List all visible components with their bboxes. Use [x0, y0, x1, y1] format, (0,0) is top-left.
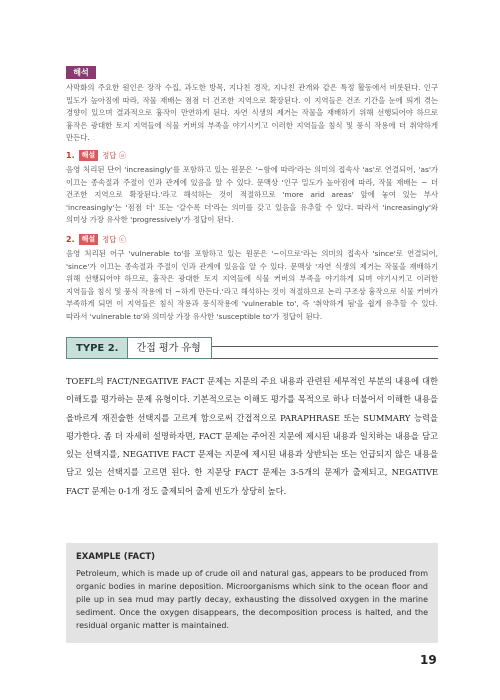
- question-1-header: [66, 149, 126, 162]
- question-1-answer: 정답 ⓐ: [102, 151, 127, 160]
- example-title: EXAMPLE (FACT): [76, 552, 156, 562]
- explanation-text: 사막화의 주요한 원인은 장작 수집, 과도한 방목, 지나친 경작, 지나친 관개와 같은 특정 활동에서 비롯된다. 인구 밀도가 높아짐에 따라, 작물 재배는 점점 더 건조한 지역으로 확장된다. 이 지역들은 건조 기간을 눈에 띄게 겪는 경향이 있으며 결과적으로 흉작이 만연하게 된다. 자연 식생의 제거는 작물을 재배하기 위해 선행되어야 하므로 흉작은 광대한 토지 지역들에 식물 커버의 부족을 야기시키고 이러한 지역들을 침식 및 풍식 작용에 더 취약하게 만든다.: [66, 83, 438, 142]
- page-number: 19: [420, 653, 437, 667]
- question-2-explanation: 음영 처리된 어구 'vulnerable to'를 포함하고 있는 원문은 '~이므로'라는 의미의 접속사 'since'로 연결되어, 'since'가 이끄는 종속절과 주절이 인과 관계에 있음을 알 수 있다. 문맥상 '자연 식생의 제거는 작물을 재배하기 위해 선행되어야 하므로, 흉작은 광대한 토지 지역들에 식물 커버의 부족을 야기하게 되며 야기시키고 이러한 지역들을 침식 및 풍식 작용에 더 ~하게 만든다.'라고 해석하는 것이 적절하므로 논리 구조상 흉작으로 식물 커버가 부족하게 되면 이 지역들은 침식 작용과 풍식작용에 'vulnerable to', 즉 '취약하게 됨'을 쉽게 유추할 수 있다. 따라서 'vulnerable to'와 의미상 가장 유사한 'susceptible to'가 정답이 된다.: [66, 249, 438, 321]
- question-1-explanation-pill: 해설: [79, 150, 99, 161]
- question-1-number: 1.: [66, 151, 75, 160]
- question-2-explanation-pill: 해설: [79, 234, 99, 245]
- type-label: TYPE 2.: [66, 337, 128, 359]
- type-title: 간접 평가 유형: [128, 337, 211, 359]
- example-box: [66, 543, 438, 643]
- section-body: TOEFL의 FACT/NEGATIVE FACT 문제는 지문의 주요 내용과 관련된 세부적인 부분의 내용에 대한 이해도를 평가하는 문제 유형이다. 기본적으로는 이해도 평가를 목적으로 하나 더불어서 이해한 내용을 올바르게 재진술한 선택지를 고르게 함으로써 간접적으로 PARAPHRASE 또는 SUMMARY 능력을 평가한다. 좀 더 자세히 설명하자면, FACT 문제는 주어진 지문에 제시된 내용과 일치하는 내용을 담고 있는 선택지를, NEGATIVE FACT 문제는 지문에 제시된 내용과 상반되는 또는 언급되지 않은 내용을 담고 있는 선택지를 고르면 된다. 한 지문당 FACT 문제는 3-5개의 문제가 출제되고, NEGATIVE FACT 문제는 0-1개 정도 출제되어 출제 빈도가 상당히 높다.: [66, 376, 438, 496]
- explanation-tag: 해석: [66, 66, 96, 79]
- example-passage: Petroleum, which is made up of crude oil and natural gas, appears to be produced from organic bodies in marine deposition. Microorganisms which sink to the ocean floor and pile up in sea mud may partly decay, exhausting the dissolved oxygen in the marine sediment. Once the oxygen disappears, the decomposition process is halted, and the residual organic matter is maintained.: [76, 569, 428, 630]
- type-heading: [66, 337, 212, 359]
- question-2-answer: 정답 ⓒ: [102, 235, 127, 244]
- question-2-number: 2.: [66, 235, 75, 244]
- question-2-header: [66, 233, 126, 246]
- question-1-explanation: 음영 처리된 단어 'increasingly'를 포함하고 있는 원문은 '~함에 따라'라는 의미의 접속사 'as'로 연결되어, 'as'가 이끄는 종속절과 주절이 인과 관계에 있음을 알 수 있다. 문맥상 '인구 밀도가 높아짐에 따라, 작물 재배는 ~ 더 건조한 지역으로 확장된다.'라고 해석하는 것이 적절하므로 'more arid areas' 앞에 놓여 있는 부사 'increasingly'는 '점점 더' 또는 '갈수록 더'라는 의미를 갖고 있음을 유추할 수 있다. 따라서 'increasingly'와 의미상 가장 유사한 'progressively'가 정답이 된다.: [66, 165, 438, 224]
